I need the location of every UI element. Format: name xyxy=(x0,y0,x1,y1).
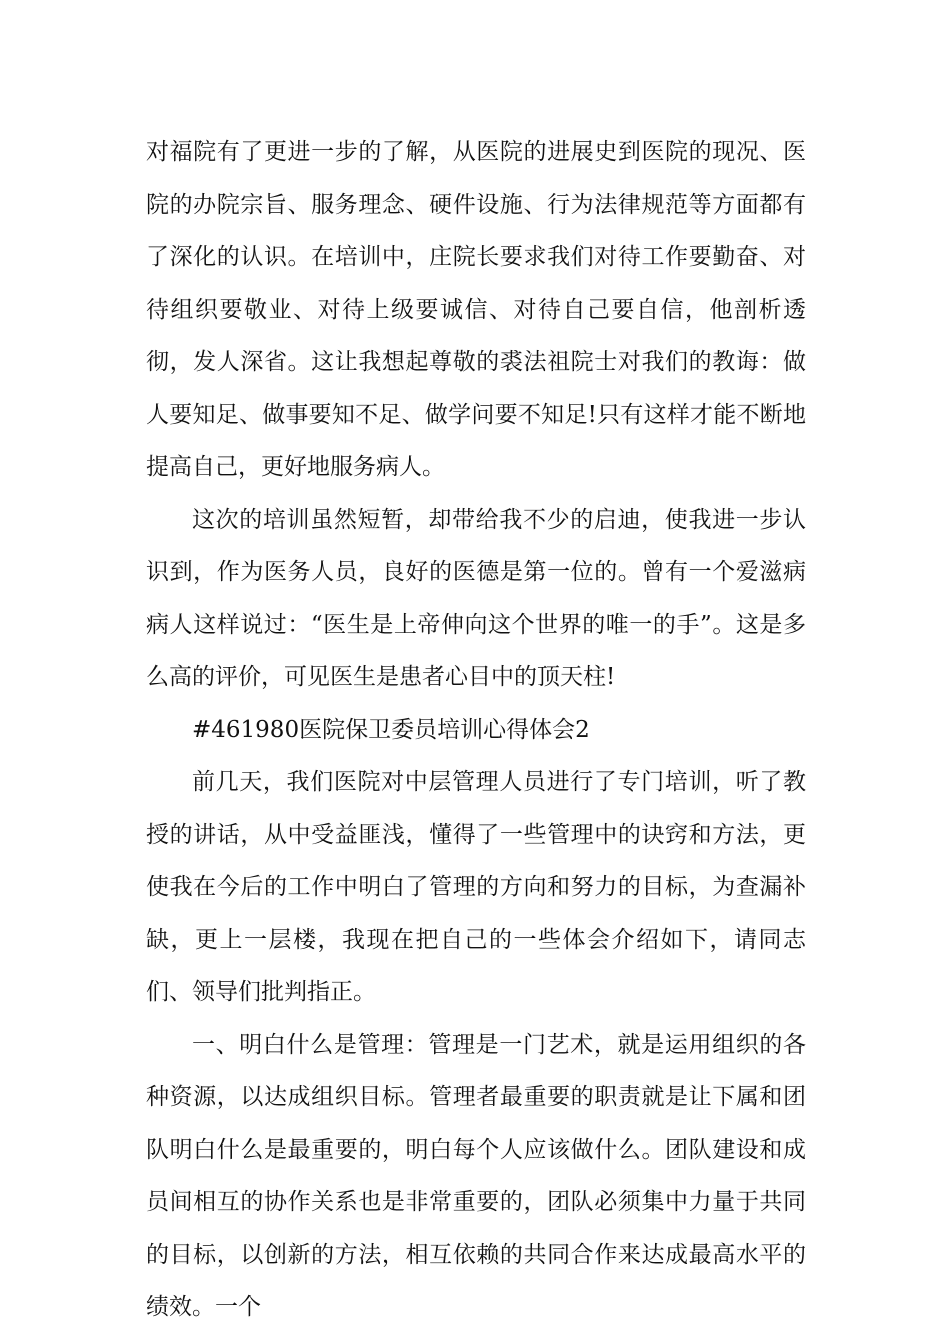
paragraph: 一、明白什么是管理：管理是一门艺术，就是运用组织的各种资源，以达成组织目标。管理者最重要的职责就是让下属和团队明白什么是最重要的，明白每个人应该做什么。团队建设和成员间相互的协作关系也是非常重要的，团队必须集中力量于共同的目标，以创新的方法，相互依赖的共同合作来达成最高水平的绩效。一个 xyxy=(146,1031,806,1320)
paragraph: 前几天，我们医院对中层管理人员进行了专门培训，听了教授的讲话，从中受益匪浅，懂得了一些管理中的诀窍和方法，更使我在今后的工作中明白了管理的方向和努力的目标，为查漏补缺，更上一层楼，我现在把自己的一些体会介绍如下，请同志们、领导们批判指正。 xyxy=(146,769,806,1005)
paragraph-continuation: 对福院有了更进一步的了解，从医院的进展史到医院的现况、医院的办院宗旨、服务理念、硬件设施、行为法律规范等方面都有了深化的认识。在培训中，庄院长要求我们对待工作要勤奋、对待组织要敬业、对待上级要诚信、对待自己要自信，他剖析透彻，发人深省。这让我想起尊敬的裘法祖院士对我们的教诲：做人要知足、做事要知不足、做学问要不知足!只有这样才能不断地提高自己，更好地服务病人。 xyxy=(146,139,806,480)
section-heading: #461980医院保卫委员培训心得体会2 xyxy=(192,716,590,743)
paragraph: 这次的培训虽然短暂，却带给我不少的启迪，使我进一步认识到，作为医务人员，良好的医德是第一位的。曾有一个爱滋病病人这样说过：“医生是上帝伸向这个世界的唯一的手”。这是多么高的评价，可见医生是患者心目中的顶天柱! xyxy=(146,506,806,690)
document-body xyxy=(146,126,806,1334)
